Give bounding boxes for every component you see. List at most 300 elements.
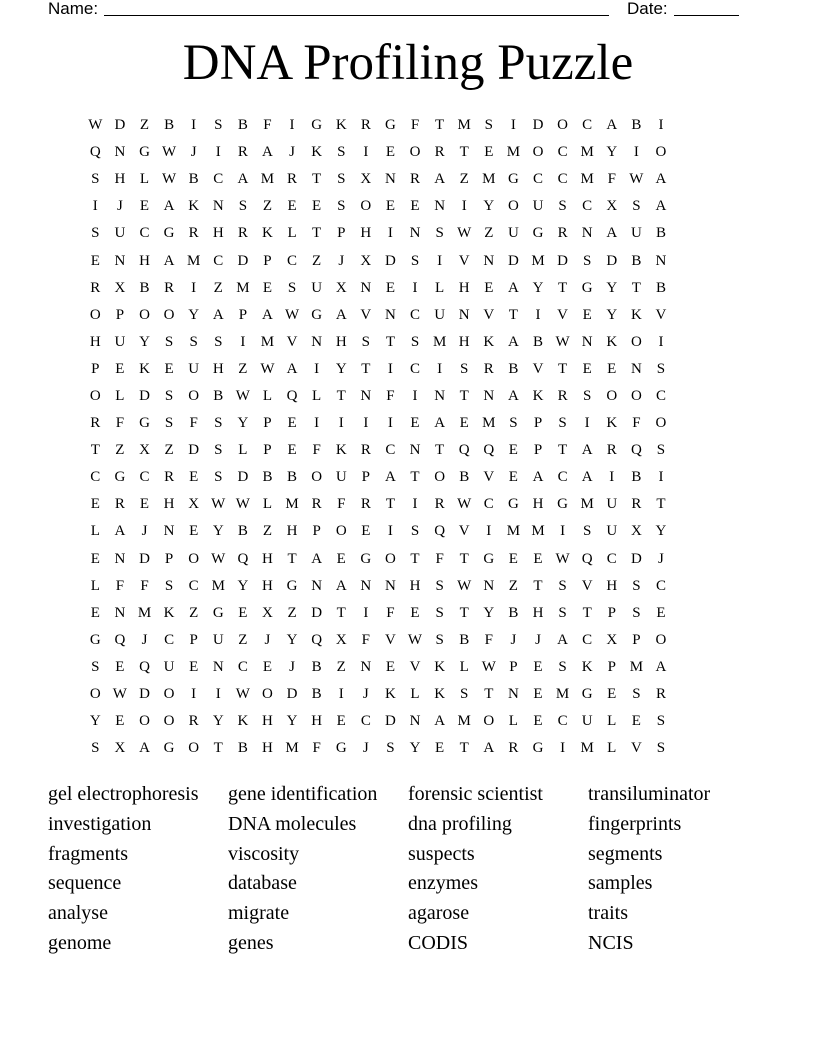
grid-letter: C [139, 469, 150, 486]
grid-letter: D [188, 442, 200, 459]
grid-letter: M [482, 415, 496, 432]
grid-letter: Q [311, 631, 323, 648]
grid-letter: R [655, 686, 666, 703]
word-list-item: sequence [48, 872, 122, 895]
grid-letter: S [435, 225, 444, 242]
grid-letter: I [560, 523, 566, 540]
word-list-item: gel electrophoresis [48, 783, 199, 805]
grid-letter: B [237, 740, 248, 757]
grid-letter: T [557, 279, 568, 296]
grid-letter: E [533, 550, 543, 567]
grid-letter: V [557, 306, 568, 323]
grid-letter: K [335, 442, 347, 459]
grid-letter: E [484, 279, 494, 296]
grid-letter: U [188, 360, 200, 377]
grid-letter: R [508, 740, 519, 757]
grid-letter: A [557, 631, 568, 648]
grid-letter: P [607, 658, 616, 675]
page-title: DNA Profiling Puzzle [182, 35, 634, 91]
grid-letter: M [580, 496, 594, 513]
grid-letter: G [557, 496, 568, 513]
grid-letter: A [655, 658, 667, 675]
grid-letter: R [410, 171, 421, 188]
grid-letter: M [187, 252, 201, 269]
grid-letter: B [631, 252, 642, 269]
grid-letter: O [409, 144, 421, 161]
grid-letter: S [558, 604, 567, 621]
grid-letter: K [532, 387, 544, 404]
grid-letter: N [434, 387, 446, 404]
grid-letter: F [263, 117, 272, 134]
grid-letter: K [188, 198, 200, 215]
grid-letter: S [214, 415, 223, 432]
grid-letter: A [606, 117, 618, 134]
grid-letter: S [558, 577, 567, 594]
word-list-item: database [228, 872, 297, 895]
grid-letter: O [89, 306, 101, 323]
grid-letter: S [632, 577, 641, 594]
grid-letter: U [212, 631, 224, 648]
grid-row [83, 627, 743, 654]
grid-letter: E [238, 604, 248, 621]
grid-letter: K [434, 686, 446, 703]
grid-letter: B [237, 523, 248, 540]
grid-letter: P [164, 550, 174, 567]
grid-letter: O [89, 686, 101, 703]
grid-letter: L [115, 387, 125, 404]
grid-letter: C [188, 577, 199, 594]
grid-letter: C [139, 225, 150, 242]
grid-letter: S [214, 469, 223, 486]
grid-letter: G [89, 631, 101, 648]
grid-letter: G [139, 144, 150, 161]
grid-letter: F [484, 631, 493, 648]
grid-letter: A [385, 469, 396, 486]
grid-letter: C [557, 713, 568, 730]
grid-letter: S [337, 198, 346, 215]
grid-letter: X [335, 631, 347, 648]
grid-letter: E [410, 604, 420, 621]
grid-row [83, 735, 743, 762]
grid-letter: Z [287, 604, 297, 621]
grid-letter: A [581, 442, 593, 459]
grid-letter: B [459, 631, 470, 648]
grid-letter: N [212, 658, 224, 675]
grid-letter: E [385, 279, 395, 296]
grid-letter: S [91, 658, 100, 675]
grid-letter: R [557, 225, 568, 242]
grid-letter: G [483, 550, 495, 567]
grid-letter: D [237, 469, 249, 486]
grid-letter: E [336, 713, 346, 730]
grid-letter: T [312, 171, 322, 188]
grid-letter: A [114, 523, 126, 540]
grid-letter: A [163, 252, 175, 269]
grid-letter: A [311, 550, 323, 567]
grid-letter: S [656, 360, 666, 377]
grid-letter: T [361, 360, 371, 377]
grid-letter: H [532, 496, 544, 513]
grid-row [83, 166, 743, 193]
grid-letter: D [286, 686, 298, 703]
grid-letter: W [211, 496, 226, 513]
grid-letter: B [532, 333, 543, 350]
grid-letter: S [410, 523, 420, 540]
grid-letter: G [286, 577, 298, 594]
grid-letter: I [461, 198, 467, 215]
grid-letter: W [284, 306, 300, 323]
grid-letter: I [535, 306, 541, 323]
word-list-item: dna profiling [408, 812, 512, 835]
grid-letter: E [139, 198, 150, 215]
grid-letter: S [386, 740, 395, 757]
grid-letter: O [655, 144, 667, 161]
grid-letter: Z [139, 117, 150, 134]
word-list-item: transiluminator [588, 783, 711, 805]
grid-letter: P [263, 415, 272, 432]
word-list-item: traits [588, 902, 628, 925]
grid-letter: N [434, 198, 446, 215]
grid-letter: O [606, 387, 618, 404]
grid-letter: I [92, 198, 98, 215]
grid-letter: B [237, 117, 248, 134]
grid-row [83, 573, 743, 600]
grid-letter: S [238, 198, 248, 215]
grid-letter: D [606, 252, 618, 269]
grid-letter: D [237, 252, 249, 269]
grid-letter: F [115, 577, 125, 594]
grid-letter: N [212, 198, 224, 215]
grid-letter: R [360, 117, 371, 134]
grid-letter: E [164, 360, 174, 377]
word-list-item: NCIS [588, 931, 634, 954]
grid-letter: E [336, 550, 346, 567]
grid-letter: C [582, 198, 593, 215]
grid-letter: L [90, 523, 100, 540]
grid-letter: U [311, 279, 323, 296]
grid-letter: T [484, 686, 494, 703]
grid-row [83, 464, 743, 491]
grid-letter: Z [262, 198, 273, 215]
grid-letter: I [215, 686, 221, 703]
grid-letter: O [360, 198, 372, 215]
grid-letter: T [385, 496, 395, 513]
grid-letter: R [237, 225, 248, 242]
grid-row [83, 654, 743, 681]
grid-letter: W [407, 631, 423, 648]
grid-letter: H [262, 577, 273, 594]
grid-letter: I [387, 225, 393, 242]
name-label: Name: [48, 0, 99, 18]
grid-letter: K [385, 686, 396, 703]
grid-row [83, 112, 743, 139]
grid-letter: E [90, 252, 100, 269]
grid-letter: I [609, 469, 615, 486]
grid-row [83, 139, 743, 166]
grid-letter: A [212, 306, 224, 323]
grid-letter: T [410, 469, 420, 486]
grid-letter: G [163, 740, 175, 757]
grid-letter: N [581, 225, 593, 242]
grid-letter: H [139, 252, 150, 269]
grid-letter: X [114, 279, 126, 296]
grid-letter: I [240, 333, 246, 350]
grid-letter: I [658, 469, 664, 486]
grid-letter: J [141, 631, 148, 648]
grid-letter: B [262, 469, 273, 486]
grid-letter: V [532, 360, 544, 377]
grid-letter: R [434, 144, 445, 161]
grid-letter: C [410, 306, 421, 323]
grid-letter: E [582, 360, 592, 377]
grid-letter: E [607, 686, 617, 703]
grid-letter: R [188, 713, 199, 730]
grid-letter: S [435, 604, 444, 621]
grid-letter: G [507, 496, 519, 513]
grid-letter: B [508, 360, 519, 377]
grid-letter: G [163, 225, 175, 242]
grid-letter: M [531, 523, 545, 540]
grid-letter: C [582, 631, 593, 648]
grid-letter: S [214, 442, 223, 459]
grid-letter: I [289, 117, 295, 134]
grid-letter: E [435, 740, 445, 757]
grid-letter: C [557, 144, 568, 161]
grid-letter: L [262, 387, 273, 404]
grid-letter: O [483, 713, 495, 730]
grid-letter: G [212, 604, 224, 621]
grid-letter: Q [286, 387, 298, 404]
grid-letter: A [581, 469, 593, 486]
grid-letter: N [483, 577, 495, 594]
grid-letter: X [360, 252, 372, 269]
grid-letter: V [655, 306, 667, 323]
grid-row [83, 383, 743, 410]
grid-letter: B [508, 604, 519, 621]
grid-letter: M [506, 144, 521, 161]
grid-row [83, 518, 743, 545]
grid-letter: L [410, 686, 420, 703]
grid-letter: P [189, 631, 198, 648]
grid-letter: N [458, 306, 470, 323]
grid-letter: E [90, 604, 100, 621]
grid-letter: X [630, 523, 642, 540]
grid-letter: C [237, 658, 248, 675]
grid-letter: R [287, 171, 298, 188]
grid-letter: Z [262, 523, 273, 540]
grid-letter: O [630, 333, 642, 350]
grid-letter: P [632, 631, 641, 648]
grid-letter: N [630, 360, 642, 377]
grid-letter: B [164, 117, 175, 134]
grid-letter: Z [508, 577, 518, 594]
grid-letter: I [338, 686, 344, 703]
grid-letter: O [188, 740, 200, 757]
grid-letter: O [655, 415, 667, 432]
grid-letter: I [412, 496, 418, 513]
word-list-item: fragments [48, 842, 128, 865]
grid-letter: E [533, 713, 543, 730]
grid-letter: E [139, 496, 150, 513]
grid-letter: D [630, 550, 642, 567]
grid-letter: S [632, 686, 641, 703]
grid-letter: W [235, 686, 250, 703]
grid-row [83, 410, 743, 437]
grid-letter: A [262, 144, 273, 161]
grid-letter: R [114, 496, 125, 513]
grid-letter: F [337, 496, 346, 513]
grid-letter: R [631, 496, 642, 513]
grid-letter: Z [336, 658, 346, 675]
grid-letter: R [237, 144, 248, 161]
grid-letter: G [114, 469, 126, 486]
grid-letter: Q [581, 550, 593, 567]
grid-letter: J [510, 631, 517, 648]
grid-letter: M [432, 333, 447, 350]
grid-letter: I [191, 279, 197, 296]
grid-letter: K [606, 333, 618, 350]
grid-letter: S [583, 523, 592, 540]
grid-letter: E [262, 279, 273, 296]
grid-letter: N [409, 225, 421, 242]
grid-letter: E [90, 550, 100, 567]
grid-letter: R [311, 496, 322, 513]
grid-letter: I [633, 144, 639, 161]
grid-letter: R [606, 442, 617, 459]
grid-letter: Y [483, 604, 495, 621]
grid-letter: M [285, 496, 299, 513]
word-list-item: segments [588, 842, 663, 865]
grid-letter: C [483, 496, 494, 513]
grid-letter: K [139, 360, 150, 377]
grid-letter: K [483, 333, 495, 350]
grid-letter: S [214, 117, 223, 134]
grid-letter: N [360, 279, 372, 296]
grid-letter: K [434, 658, 446, 675]
grid-letter: E [115, 360, 125, 377]
word-list-item: forensic scientist [408, 783, 543, 805]
grid-letter: G [139, 415, 150, 432]
grid-letter: R [90, 279, 101, 296]
grid-letter: C [385, 442, 396, 459]
grid-letter: I [658, 117, 664, 134]
grid-letter: E [262, 658, 273, 675]
grid-row [83, 302, 743, 329]
grid-letter: U [581, 713, 593, 730]
grid-letter: Z [238, 631, 248, 648]
grid-letter: H [114, 171, 126, 188]
grid-row [83, 275, 743, 302]
grid-letter: W [235, 496, 250, 513]
grid-letter: I [437, 252, 443, 269]
grid-letter: L [312, 387, 322, 404]
grid-letter: N [114, 550, 126, 567]
grid-letter: G [385, 117, 396, 134]
grid-letter: C [410, 360, 421, 377]
grid-letter: A [655, 198, 667, 215]
grid-letter: L [287, 225, 297, 242]
grid-letter: B [631, 117, 642, 134]
grid-letter: T [533, 577, 543, 594]
grid-letter: S [337, 144, 346, 161]
grid-letter: S [460, 686, 469, 703]
grid-letter: P [263, 442, 272, 459]
grid-letter: P [361, 469, 370, 486]
grid-letter: E [312, 198, 322, 215]
grid-letter: X [139, 442, 150, 459]
grid-letter: O [139, 306, 150, 323]
grid-row [83, 681, 743, 708]
grid-letter: S [583, 252, 592, 269]
grid-letter: N [311, 333, 323, 350]
grid-letter: A [286, 360, 298, 377]
grid-letter: J [190, 144, 197, 161]
grid-letter: U [163, 658, 175, 675]
word-list-item: analyse [48, 902, 108, 925]
grid-letter: A [163, 198, 175, 215]
grid-letter: A [532, 469, 544, 486]
grid-letter: S [361, 333, 370, 350]
grid-letter: C [582, 117, 593, 134]
grid-letter: X [606, 631, 618, 648]
grid-letter: R [188, 225, 199, 242]
grid-letter: Q [630, 442, 642, 459]
grid-letter: M [482, 171, 496, 188]
grid-letter: I [215, 144, 221, 161]
grid-letter: Y [188, 306, 200, 323]
grid-row [83, 247, 743, 274]
grid-letter: K [163, 604, 175, 621]
grid-letter: S [164, 333, 174, 350]
grid-letter: W [555, 550, 570, 567]
grid-letter: N [114, 604, 126, 621]
grid-letter: S [164, 387, 174, 404]
grid-letter: H [212, 360, 224, 377]
grid-letter: R [164, 279, 175, 296]
grid-letter: C [90, 469, 101, 486]
grid-letter: Z [238, 360, 248, 377]
grid-letter: V [286, 333, 298, 350]
grid-letter: M [211, 577, 225, 594]
grid-letter: P [238, 306, 248, 323]
grid-letter: U [335, 469, 347, 486]
grid-letter: A [483, 740, 495, 757]
grid-letter: Y [532, 279, 544, 296]
grid-letter: A [335, 306, 347, 323]
grid-letter: N [409, 442, 421, 459]
grid-letter: A [655, 171, 667, 188]
grid-letter: W [457, 577, 472, 594]
grid-letter: M [457, 117, 471, 134]
grid-letter: F [386, 387, 395, 404]
grid-letter: E [90, 496, 100, 513]
grid-letter: E [410, 415, 420, 432]
grid-letter: O [434, 469, 446, 486]
grid-letter: M [260, 171, 275, 188]
grid-letter: M [580, 171, 594, 188]
grid-letter: H [360, 225, 372, 242]
grid-letter: S [484, 117, 493, 134]
grid-letter: Q [483, 442, 495, 459]
grid-letter: U [532, 198, 544, 215]
grid-letter: O [163, 306, 175, 323]
grid-letter: S [558, 198, 567, 215]
grid-letter: G [581, 279, 593, 296]
grid-row [83, 193, 743, 220]
grid-letter: I [412, 387, 418, 404]
grid-letter: P [91, 360, 100, 377]
grid-letter: D [557, 252, 568, 269]
